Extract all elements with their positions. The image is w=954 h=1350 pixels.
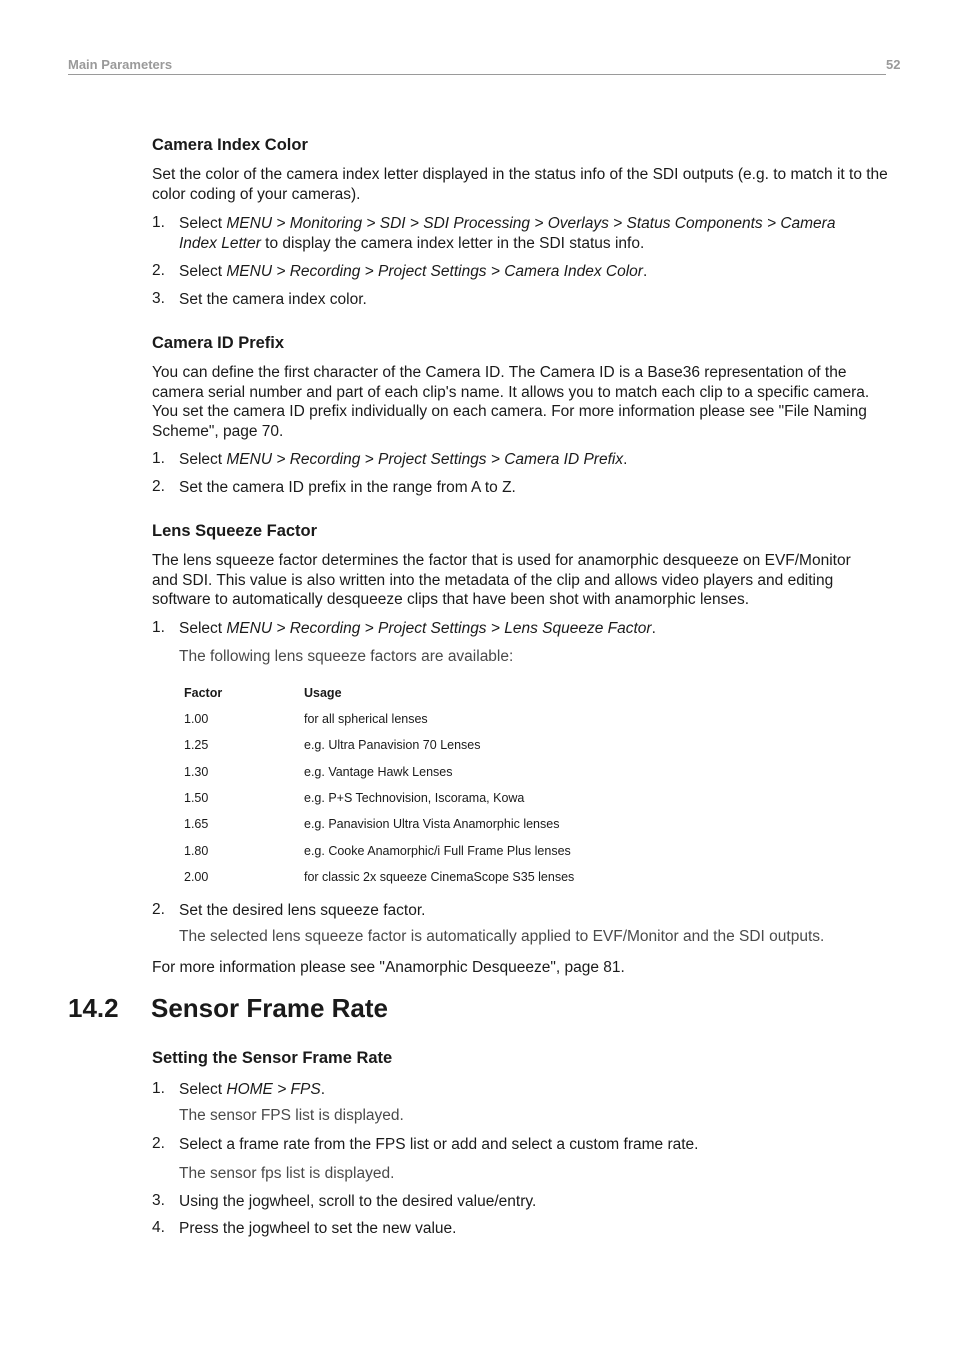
step-number: 1. xyxy=(152,619,165,636)
camera-id-prefix-step-1: Select MENU > Recording > Project Settings > Camera ID Prefix. xyxy=(179,451,628,468)
header-divider xyxy=(68,74,886,75)
heading-camera-index-color: Camera Index Color xyxy=(152,136,308,154)
step-number: 1. xyxy=(152,214,165,231)
table-cell-factor: 1.50 xyxy=(184,791,209,805)
lens-squeeze-factor-step-2: Set the desired lens squeeze factor. xyxy=(179,902,426,919)
sensor-frame-rate-step-2: Select a frame rate from the FPS list or add and select a custom frame rate. xyxy=(179,1136,699,1153)
lens-squeeze-factor-intro: The lens squeeze factor determines the factor that is used for anamorphic desqueeze on EVF/Monitor and SDI. This value is also written into the metadata of the clip and allows video players and editing software to automatically desqueeze clips that have been shot with anamorphic lenses. xyxy=(152,552,851,608)
table-cell-factor: 2.00 xyxy=(184,870,209,884)
step-number: 3. xyxy=(152,1192,165,1209)
sensor-frame-rate-step-1: Select HOME > FPS. xyxy=(179,1081,326,1098)
sensor-frame-rate-step-1-note: The sensor FPS list is displayed. xyxy=(179,1107,404,1124)
table-header-usage: Usage xyxy=(304,686,342,700)
camera-id-prefix-intro: You can define the first character of the Camera ID. The Camera ID is a Base36 representation of the camera serial number and part of each clip's name. It allows you to match each clip to a specific camera. You set the camera ID prefix individually on each camera. For more information please see "File Naming Scheme", page 70. xyxy=(152,364,870,440)
table-cell-usage: e.g. Ultra Panavision 70 Lenses xyxy=(304,738,481,752)
sensor-frame-rate-step-3: Using the jogwheel, scroll to the desired value/entry. xyxy=(179,1193,537,1210)
table-cell-usage: e.g. P+S Technovision, Iscorama, Kowa xyxy=(304,791,525,805)
page-number: 52 xyxy=(886,57,901,72)
table-cell-factor: 1.80 xyxy=(184,844,209,858)
table-cell-usage: e.g. Panavision Ultra Vista Anamorphic lenses xyxy=(304,817,560,831)
camera-index-color-step-3: Set the camera index color. xyxy=(179,291,367,308)
lens-squeeze-factor-step-1-note: The following lens squeeze factors are available: xyxy=(179,648,514,665)
lens-squeeze-factor-step-2-note: The selected lens squeeze factor is automatically applied to EVF/Monitor and the SDI outputs. xyxy=(179,928,825,945)
table-cell-factor: 1.30 xyxy=(184,765,209,779)
step-number: 2. xyxy=(152,262,165,279)
step-number: 2. xyxy=(152,1135,165,1152)
table-cell-usage: e.g. Vantage Hawk Lenses xyxy=(304,765,453,779)
table-cell-usage: for all spherical lenses xyxy=(304,712,428,726)
camera-index-color-step-1: Select MENU > Monitoring > SDI > SDI Processing > Overlays > Status Components > Camera Index Letter to display the camera index letter in the SDI status info. xyxy=(179,215,836,252)
table-header-factor: Factor xyxy=(184,686,223,700)
step-number: 2. xyxy=(152,478,165,495)
camera-index-color-intro: Set the color of the camera index letter displayed in the status info of the SDI outputs (e.g. to match it to the color coding of your cameras). xyxy=(152,166,888,203)
table-cell-factor: 1.25 xyxy=(184,738,209,752)
heading-camera-id-prefix: Camera ID Prefix xyxy=(152,334,285,352)
section-number: 14.2 xyxy=(68,993,119,1023)
lens-squeeze-factor-step-1: Select MENU > Recording > Project Settings > Lens Squeeze Factor. xyxy=(179,620,656,637)
table-cell-usage: e.g. Cooke Anamorphic/i Full Frame Plus lenses xyxy=(304,844,571,858)
running-header-title: Main Parameters xyxy=(68,57,173,72)
step-number: 2. xyxy=(152,901,165,918)
table-cell-usage: for classic 2x squeeze CinemaScope S35 lenses xyxy=(304,870,575,884)
step-number: 4. xyxy=(152,1219,165,1236)
heading-setting-sensor-frame-rate: Setting the Sensor Frame Rate xyxy=(152,1049,393,1067)
sensor-frame-rate-step-2-note: The sensor fps list is displayed. xyxy=(179,1165,395,1182)
table-cell-factor: 1.65 xyxy=(184,817,209,831)
camera-index-color-step-2: Select MENU > Recording > Project Settings > Camera Index Color. xyxy=(179,263,648,280)
section-title: Sensor Frame Rate xyxy=(151,993,388,1023)
anamorphic-desqueeze-reference: For more information please see "Anamorphic Desqueeze", page 81. xyxy=(152,959,625,976)
sensor-frame-rate-step-4: Press the jogwheel to set the new value. xyxy=(179,1220,457,1237)
heading-lens-squeeze-factor: Lens Squeeze Factor xyxy=(152,522,318,540)
camera-id-prefix-step-2: Set the camera ID prefix in the range from A to Z. xyxy=(179,479,516,496)
step-number: 1. xyxy=(152,1080,165,1097)
table-cell-factor: 1.00 xyxy=(184,712,209,726)
step-number: 3. xyxy=(152,290,165,307)
step-number: 1. xyxy=(152,450,165,467)
